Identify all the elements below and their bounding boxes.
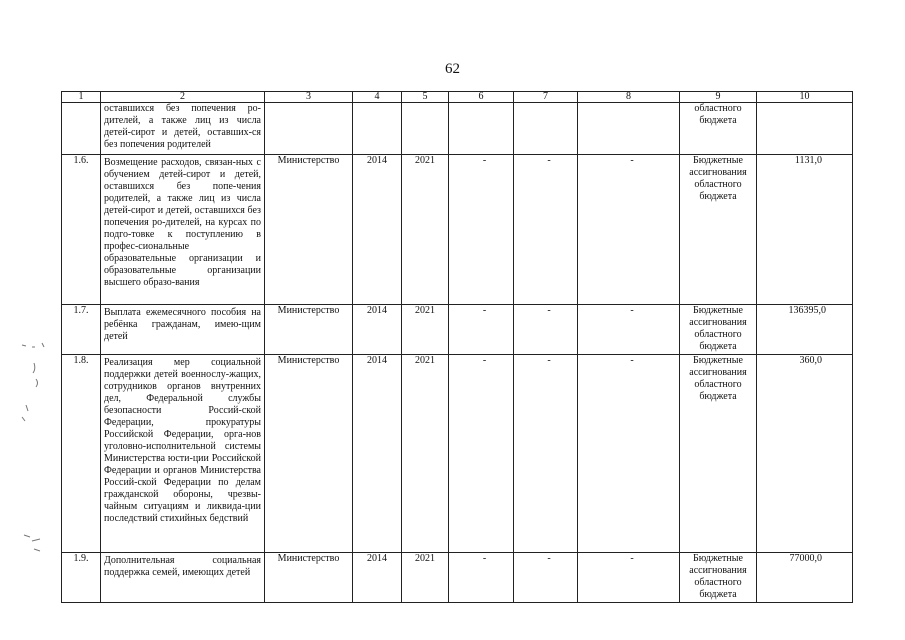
budget-table xyxy=(61,91,853,603)
row-col8: - xyxy=(578,155,680,305)
row-description: Реализация мер социальной поддержки детей военнослу-жащих, сотрудников органов внутренних дел, Федеральной службы безопасности Россий-ской Федерации, прокуратуры Российской Федерации, орга-нов уголовно-исполнительной системы Министерства юсти-ции Российской Федерации и органов Министерства Россий-ской Федерации по делам гражданской обороны, чрезвы-чайным ситуациям и ликвида-ции последствий стихийных бедствий xyxy=(101,355,265,553)
row-number: 1.6. xyxy=(62,155,101,305)
row-executor: Министерство xyxy=(265,155,353,305)
row-start-year: 2014 xyxy=(353,553,402,603)
row-col7: - xyxy=(514,305,578,355)
row-col6 xyxy=(449,103,514,155)
row-col8: - xyxy=(578,355,680,553)
row-col6: - xyxy=(449,155,514,305)
row-description: Выплата ежемесячного пособия на ребёнка гражданам, имею-щим детей xyxy=(101,305,265,355)
row-amount: 77000,0 xyxy=(757,553,853,603)
row-number: 1.8. xyxy=(62,355,101,553)
row-end-year: 2021 xyxy=(402,553,449,603)
header-cell: 10 xyxy=(757,92,853,103)
header-cell: 7 xyxy=(514,92,578,103)
row-amount: 136395,0 xyxy=(757,305,853,355)
header-cell: 2 xyxy=(101,92,265,103)
row-amount: 1131,0 xyxy=(757,155,853,305)
row-source: областного бюджета xyxy=(680,103,757,155)
row-executor: Министерство xyxy=(265,305,353,355)
row-start-year: 2014 xyxy=(353,305,402,355)
row-col7: - xyxy=(514,355,578,553)
row-description: Возмещение расходов, связан-ных с обучением детей-сирот и детей, оставшихся без попе-чения родителей, а также лиц из числа детей-сирот и детей, оставшихся без попечения ро-дителей, на курсах по подго-товке к поступлению в профес-сиональные образовательные организации и образовательные организации высшего образо-вания xyxy=(101,155,265,305)
row-number: 1.7. xyxy=(62,305,101,355)
header-cell: 4 xyxy=(353,92,402,103)
row-description: оставшихся без попечения ро-дителей, а также лиц из числа детей-сирот и детей, оставших-ся без попечения родителей xyxy=(101,103,265,155)
row-col8: - xyxy=(578,305,680,355)
row-source: Бюджетные ассигнования областного бюджета xyxy=(680,553,757,603)
row-executor: Министерство xyxy=(265,553,353,603)
table-row xyxy=(62,103,853,155)
row-col8 xyxy=(578,103,680,155)
row-col7: - xyxy=(514,553,578,603)
header-cell: 9 xyxy=(680,92,757,103)
row-start-year: 2014 xyxy=(353,355,402,553)
row-col8: - xyxy=(578,553,680,603)
row-col6: - xyxy=(449,355,514,553)
row-end-year: 2021 xyxy=(402,155,449,305)
header-cell: 1 xyxy=(62,92,101,103)
row-description: Дополнительная социальная поддержка семей, имеющих детей xyxy=(101,553,265,603)
row-start-year xyxy=(353,103,402,155)
row-amount xyxy=(757,103,853,155)
header-cell: 3 xyxy=(265,92,353,103)
row-number: 1.9. xyxy=(62,553,101,603)
row-source: Бюджетные ассигнования областного бюджета xyxy=(680,355,757,553)
scan-marks xyxy=(14,335,54,555)
table-row xyxy=(62,355,853,553)
table-row xyxy=(62,305,853,355)
row-col7 xyxy=(514,103,578,155)
row-col6: - xyxy=(449,305,514,355)
row-executor: Министерство xyxy=(265,355,353,553)
header-cell: 8 xyxy=(578,92,680,103)
table-header-row xyxy=(62,92,853,103)
page-number: 62 xyxy=(445,61,460,77)
row-end-year: 2021 xyxy=(402,355,449,553)
row-end-year: 2021 xyxy=(402,305,449,355)
row-start-year: 2014 xyxy=(353,155,402,305)
table-row xyxy=(62,155,853,305)
row-source: Бюджетные ассигнования областного бюджета xyxy=(680,305,757,355)
table-row xyxy=(62,553,853,603)
row-end-year xyxy=(402,103,449,155)
row-source: Бюджетные ассигнования областного бюджета xyxy=(680,155,757,305)
row-number xyxy=(62,103,101,155)
row-col7: - xyxy=(514,155,578,305)
row-col6: - xyxy=(449,553,514,603)
row-executor xyxy=(265,103,353,155)
header-cell: 5 xyxy=(402,92,449,103)
row-amount: 360,0 xyxy=(757,355,853,553)
header-cell: 6 xyxy=(449,92,514,103)
